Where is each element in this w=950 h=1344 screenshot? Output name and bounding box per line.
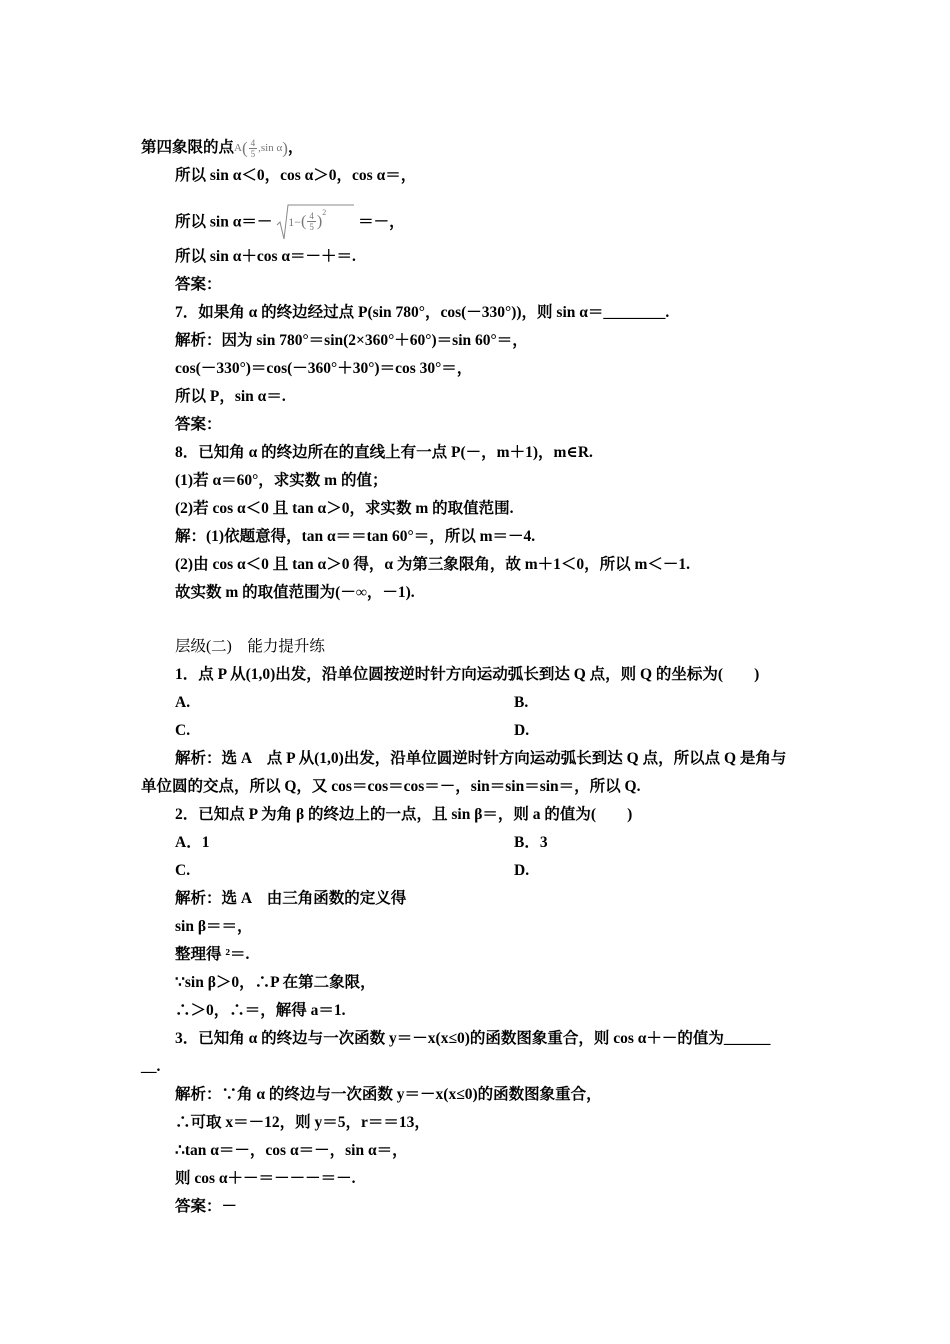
question-2: 2．已知点 P 为角 β 的终边上的一点，且 sin β＝，则 a 的值为( ) xyxy=(175,806,633,823)
option-d: D. xyxy=(514,722,530,739)
solution-2-line-5: ∴＞0，∴＝，解得 a＝1. xyxy=(175,1002,346,1019)
solution-2-line-3: 整理得 ²＝. xyxy=(175,946,250,963)
solution-3-line-4: 则 cos α＋－＝－－－＝－. xyxy=(175,1170,356,1187)
solution-8-line-3: 故实数 m 的取值范围为(－∞，－1). xyxy=(175,584,415,601)
question-3: 3．已知角 α 的终边与一次函数 y＝－x(x≤0)的函数图象重合，则 cos α＋－的值为______ xyxy=(175,1030,771,1047)
section-heading: 层级(二) 能力提升练 xyxy=(175,638,325,655)
option-b: B．3 xyxy=(514,834,548,851)
question-8-part-1: (1)若 α＝60°，求实数 m 的值； xyxy=(175,472,388,489)
question-8-part-2: (2)若 cos α＜0 且 tan α＞0，求实数 m 的取值范围. xyxy=(175,500,514,517)
text-comma: ， xyxy=(287,139,304,157)
solution-7-line-3: 所以 P，sin α＝. xyxy=(175,388,286,405)
line-sign-conditions: 所以 sin α＜0，cos α＞0，cos α＝， xyxy=(175,167,417,184)
sqrt-formula: 1 − ( $\frac{4}{5}$ ) $^2$ xyxy=(276,203,354,243)
solution-8-line-2: (2)由 cos α＜0 且 tan α＞0 得，α 为第三象限角，故 m＋1＜0，所以 m＜－1. xyxy=(175,556,691,573)
line-sum: 所以 sin α＋cos α＝－＋＝. xyxy=(175,248,356,265)
solution-2-line-1: 解析：选 A 由三角函数的定义得 xyxy=(175,890,407,907)
solution-1-line-2: 单位圆的交点，所以 Q，又 cos＝cos＝cos＝－，sin＝sin＝sin＝，所以 Q. xyxy=(141,778,641,795)
option-b: B. xyxy=(514,694,529,711)
solution-8-line-1: 解：(1)依题意得，tan α＝＝tan 60°＝，所以 m＝－4. xyxy=(175,528,536,545)
option-a: A．1 xyxy=(175,834,210,851)
option-a: A. xyxy=(175,694,191,711)
solution-2-line-4: ∵sin β＞0，∴P 在第二象限， xyxy=(175,974,376,991)
question-8: 8．已知角 α 的终边所在的直线上有一点 P(－，m＋1)，m∈R. xyxy=(175,444,593,461)
solution-3-line-2: ∴可取 x＝－12，则 y＝5，r＝＝13， xyxy=(175,1114,430,1131)
answer-label: 答案：－ xyxy=(175,1198,238,1215)
question-3-blank: __. xyxy=(141,1058,161,1075)
question-7: 7．如果角 α 的终边经过点 P(sin 780°，cos(－330°))，则 sin α＝________. xyxy=(175,304,670,321)
point-a-formula: A( $\frac{4}{5}$ ,sin α) xyxy=(234,138,288,159)
answer-label: 答案： xyxy=(175,276,222,293)
text-quadrant-point: 第四象限的点 xyxy=(141,139,235,157)
answer-label: 答案： xyxy=(175,416,222,433)
solution-3-line-1: 解析：∵角 α 的终边与一次函数 y＝－x(x≤0)的函数图象重合， xyxy=(175,1086,602,1103)
solution-7-line-2: cos(－330°)＝cos(－360°＋30°)＝cos 30°＝， xyxy=(175,360,473,377)
option-c: C. xyxy=(175,862,191,879)
solution-3-line-3: ∴tan α＝－，cos α＝－，sin α＝， xyxy=(175,1142,408,1159)
solution-7-line-1: 解析：因为 sin 780°＝sin(2×360°＋60°)＝sin 60°＝， xyxy=(175,332,528,349)
question-1: 1．点 P 从(1,0)出发，沿单位圆按逆时针方向运动弧长到达 Q 点，则 Q 的坐标为( ) xyxy=(175,666,760,683)
solution-2-line-2: sin β＝＝， xyxy=(175,918,253,935)
option-c: C. xyxy=(175,722,191,739)
line-sin-value: 所以 sin α＝－ 1 − ( $\frac{4}{5}$ ) $^2$ ＝－， xyxy=(175,203,405,243)
option-d: D. xyxy=(514,862,530,879)
line-quadrant-point xyxy=(141,138,303,159)
solution-1-line-1: 解析：选 A 点 P 从(1,0)出发，沿单位圆逆时针方向运动弧长到达 Q 点，所以点 Q 是角与 xyxy=(175,750,787,767)
